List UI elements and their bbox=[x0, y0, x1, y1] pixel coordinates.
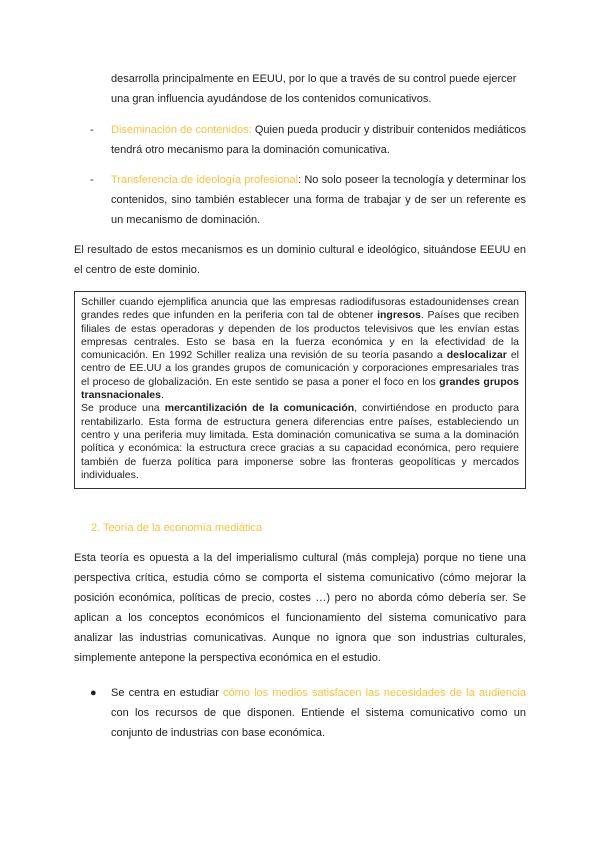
list-item-text: : No solo poseer la tecnología y determinar los contenidos, sino también establecer una forma de trabajar y de ser un referente es un mecanismo de dominación. bbox=[111, 174, 526, 226]
continuation-line-2: una gran influencia ayudándose de los contenidos comunicativos. bbox=[111, 93, 432, 105]
box-text: , convirtiéndose en producto para rentabilizarlo. Esta forma de estructura genera diferencias entre países, estableciendo un centro y una periferia muy limitada. Esta dominación comunicativa se suma a la dominación política y económica: la estructura crece gracias a su capacidad económica, pero requiere también de fuerza política para imponerse sobre las fronteras geopolíticas y mercados individuales. bbox=[81, 402, 519, 481]
box-bold-ingresos: ingresos bbox=[377, 309, 421, 322]
section-paragraph: Esta teoría es opuesta a la del imperialismo cultural (más compleja) porque no tiene una perspectiva crítica, estudia cómo se comporta el sistema comunicativo (cómo mejorar la posición económica, políticas de precio, costes …) pero no aborda cómo debería ser. Se aplican a los conceptos económicos el funcionamiento del sistema comunicativo para analizar las industrias comunicativas. Aunque no ignora que son industrias culturales, simplemente antepone la perspectiva económica en el estudio. bbox=[74, 552, 526, 664]
box-paragraph-2 bbox=[81, 402, 519, 482]
section-heading: 2. Teoría de la economía mediática bbox=[91, 522, 263, 534]
bullet-item bbox=[111, 683, 526, 743]
bullet-dot: ● bbox=[90, 687, 97, 699]
bullet-highlight: cómo los medios satisfacen las necesidades de la audiencia bbox=[223, 687, 526, 699]
continuation-line-1: desarrolla principalmente en EEUU, por lo que a través de su control puede ejercer bbox=[111, 73, 517, 85]
box-bold-deslocalizar: deslocalizar bbox=[446, 349, 507, 362]
box-text: . Países que reciben filiales de estas operadoras y dependen de los productos televisivos que les envían estas empresas centrales. Esto se basa en la fuerza económica y en la efectividad de la comunicación. En 1992 Schiller realiza una revisión de su teoría pasando a bbox=[81, 309, 519, 362]
list-item-label: Diseminación de contenidos: bbox=[111, 124, 252, 136]
result-paragraph: El resultado de estos mecanismos es un dominio cultural e ideológico, situándose EEUU en el centro de este dominio. bbox=[74, 244, 526, 276]
list-dash-2: - bbox=[90, 174, 94, 186]
list-item-text: Quien pueda producir y distribuir contenidos mediáticos tendrá otro mecanismo para la dominación comunicativa. bbox=[111, 124, 526, 156]
box-text: Schiller cuando ejemplifica anuncia que las empresas radiodifusoras estadounidenses crean grandes redes que infunden en la periferia con tal de obtener bbox=[81, 296, 519, 322]
bullet-rest: con los recursos de que disponen. Entiende el sistema comunicativo como un conjunto de industrias con base económica. bbox=[111, 707, 526, 739]
list-dash-1: - bbox=[90, 124, 94, 136]
bullet-lead: Se centra en estudiar bbox=[111, 687, 224, 699]
box-bold-mercantilizacion: mercantilización de la comunicación bbox=[164, 402, 355, 415]
box-text: . bbox=[160, 389, 164, 402]
box-text: el centro de EE.UU a los grandes grupos de comunicación y corporaciones empresariales tras el proceso de globalización. En este sentido se pasa a poner el foco en los bbox=[81, 349, 519, 388]
box-paragraph-1 bbox=[81, 296, 519, 402]
summary-box bbox=[74, 291, 526, 489]
list-item-diseminacion bbox=[111, 120, 526, 160]
list-item-label: Transferencia de ideología profesional bbox=[111, 174, 299, 186]
box-bold-grupos: grandes grupos transnacionales bbox=[81, 375, 519, 402]
box-text: Se produce una bbox=[81, 402, 165, 415]
list-item-transferencia bbox=[111, 170, 526, 230]
